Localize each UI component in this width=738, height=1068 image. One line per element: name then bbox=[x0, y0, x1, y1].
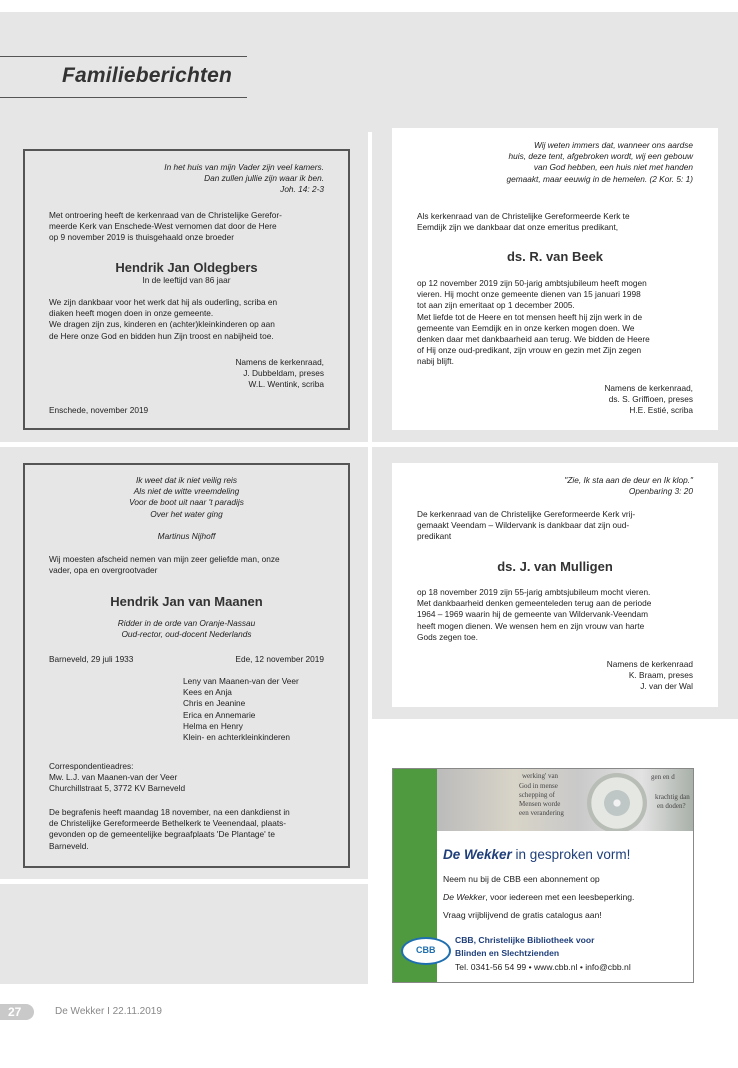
cd-disc-icon bbox=[587, 773, 647, 831]
poem: Ik weet dat ik niet veilig reis Als niet de witte vreemdeling Voor de boot uit naar 't paradijs Over het water ging bbox=[129, 475, 244, 519]
honours: Ridder in de orde van Oranje-Nassau Oud-rector, oud-docent Nederlands bbox=[117, 618, 256, 640]
ad-line-2: De Wekker, voor iedereen met een leesbeperking. bbox=[443, 892, 635, 902]
footer-publication: De Wekker I 22.11.2019 bbox=[55, 1006, 162, 1017]
intro-text: Als kerkenraad van de Christelijke Gereformeerde Kerk te Eemdijk zijn we dankbaar dat onze emeritus predikant, bbox=[417, 211, 630, 233]
age-line: In de leeftijd van 86 jaar bbox=[142, 275, 231, 285]
ad-photo-braille-book: werking' van God in mense schepping of Mensen worde een verandering krachtig dan en doden? gen en d bbox=[437, 769, 693, 831]
correspondence-address: Correspondentieadres: Mw. L.J. van Maanen-van der Veer Churchillstraat 5, 3772 KV Barneveld bbox=[49, 761, 186, 794]
minister-name: ds. R. van Beek bbox=[506, 249, 604, 264]
bible-verse: In het huis van mijn Vader zijn veel kamers. Dan zullen jullie zijn waar ik ben. Joh. 14: 2-3 bbox=[164, 162, 324, 195]
section-title: Familieberichten bbox=[62, 64, 233, 87]
obituary-card-van-maanen bbox=[23, 463, 350, 868]
signature: Namens de kerkenraad, J. Dubbeldam, preses W.L. Wentink, scriba bbox=[235, 357, 324, 390]
ad-line-1: Neem nu bij de CBB een abonnement op bbox=[443, 874, 600, 884]
cell-lower-left bbox=[0, 884, 368, 984]
obituary-card-oldegbers bbox=[23, 149, 350, 430]
title-rule-bottom bbox=[0, 97, 247, 98]
signature: Namens de kerkenraad, ds. S. Griffioen, preses H.E. Estié, scriba bbox=[604, 383, 693, 416]
body-text: op 18 november 2019 zijn 55-jarig ambtsjubileum mocht vieren. Met dankbaarheid denken gemeenteleden terug aan de periode 1964 – 1969 waarin hij de gemeente van Wildervank-Veendam heeft mogen dienen. We wensen hem en zijn vrouw van harte Gods zegen toe. bbox=[417, 587, 652, 642]
ad-headline: De Wekker in gesproken vorm! bbox=[443, 847, 631, 862]
intro-text: De kerkenraad van de Christelijke Gereformeerde Kerk vrij- gemaakt Veendam – Wildervank is dankbaar dat zijn oud- predikant bbox=[417, 509, 636, 542]
funeral-text: De begrafenis heeft maandag 18 november, na een dankdienst in de Christelijke Gereformeerde Bethelkerk te Veenendaal, plaats- gevonden op de gemeentelijke begraafplaats 'De Plantage' te Barneveld. bbox=[49, 807, 290, 851]
jubilee-card-van-mulligen bbox=[392, 463, 718, 707]
org-name-line-2: Blinden en Slechtzienden bbox=[455, 948, 560, 958]
cbb-advertisement[interactable] bbox=[392, 768, 694, 983]
deceased-name: Hendrik Jan Oldegbers bbox=[115, 260, 258, 275]
minister-name: ds. J. van Mulligen bbox=[497, 559, 613, 574]
intro-text: Wij moesten afscheid nemen van mijn zeer geliefde man, onze vader, opa en overgrootvader bbox=[49, 554, 280, 576]
birth-line: Barneveld, 29 juli 1933 bbox=[49, 654, 134, 664]
bible-verse: "Zie, Ik sta aan de deur en Ik klop." Openbaring 3: 20 bbox=[564, 475, 693, 497]
place-date: Enschede, november 2019 bbox=[49, 405, 149, 415]
body-text: We zijn dankbaar voor het werk dat hij als ouderling, scriba en diaken heeft mogen doen in onze gemeente. We dragen zijn zus, kinderen en (achter)kleinkinderen op aan de Here onze God en bidden hun Zijn troost en nabijheid toe. bbox=[49, 297, 278, 341]
poet-name: Martinus Nijhoff bbox=[157, 531, 216, 541]
body-text: op 12 november 2019 zijn 50-jarig ambtsjubileum heeft mogen vieren. Hij mocht onze gemeente dienen van 15 januari 1998 tot aan zijn emeritaat op 1 december 2005. Met liefde tot de Heere en tot mensen heeft hij zijn werk in de gemeente van Eemdijk en in onze kerken mogen doen. We denken daar met dankbaarheid aan terug. We bidden de Heere of Hij onze oud-predikant, zijn vrouw en gezin met Zijn zegen nabij blijft. bbox=[417, 278, 650, 367]
family-list: Leny van Maanen-van der Veer Kees en Anja Chris en Jeanine Erica en Annemarie Helma en Henry Klein- en achterkleinkinderen bbox=[183, 676, 299, 743]
intro-text: Met ontroering heeft de kerkenraad van de Christelijke Gerefor- meerde Kerk van Enschede-West vernomen dat door de Here op 9 november 2019 is thuisgehaald onze broeder bbox=[49, 210, 282, 243]
bible-verse: Wij weten immers dat, wanneer ons aardse huis, deze tent, afgebroken wordt, wij een gebouw van God hebben, een huis niet met handen gemaakt, maar eeuwig in de hemelen. (2 Kor. 5: 1) bbox=[506, 140, 693, 184]
cbb-logo: CBB bbox=[401, 937, 451, 965]
title-rule-top bbox=[0, 56, 247, 57]
ad-line-3: Vraag vrijblijvend de gratis catalogus aan! bbox=[443, 910, 602, 920]
org-name-line-1: CBB, Christelijke Bibliotheek voor bbox=[455, 935, 595, 945]
page-number: 27 bbox=[0, 1004, 34, 1020]
signature: Namens de kerkenraad K. Braam, preses J. van der Wal bbox=[606, 659, 693, 692]
contact-line[interactable]: Tel. 0341-56 54 99 • www.cbb.nl • info@cbb.nl bbox=[455, 962, 631, 972]
jubilee-card-van-beek bbox=[392, 128, 718, 430]
death-line: Ede, 12 november 2019 bbox=[235, 654, 324, 664]
deceased-name: Hendrik Jan van Maanen bbox=[110, 594, 263, 609]
